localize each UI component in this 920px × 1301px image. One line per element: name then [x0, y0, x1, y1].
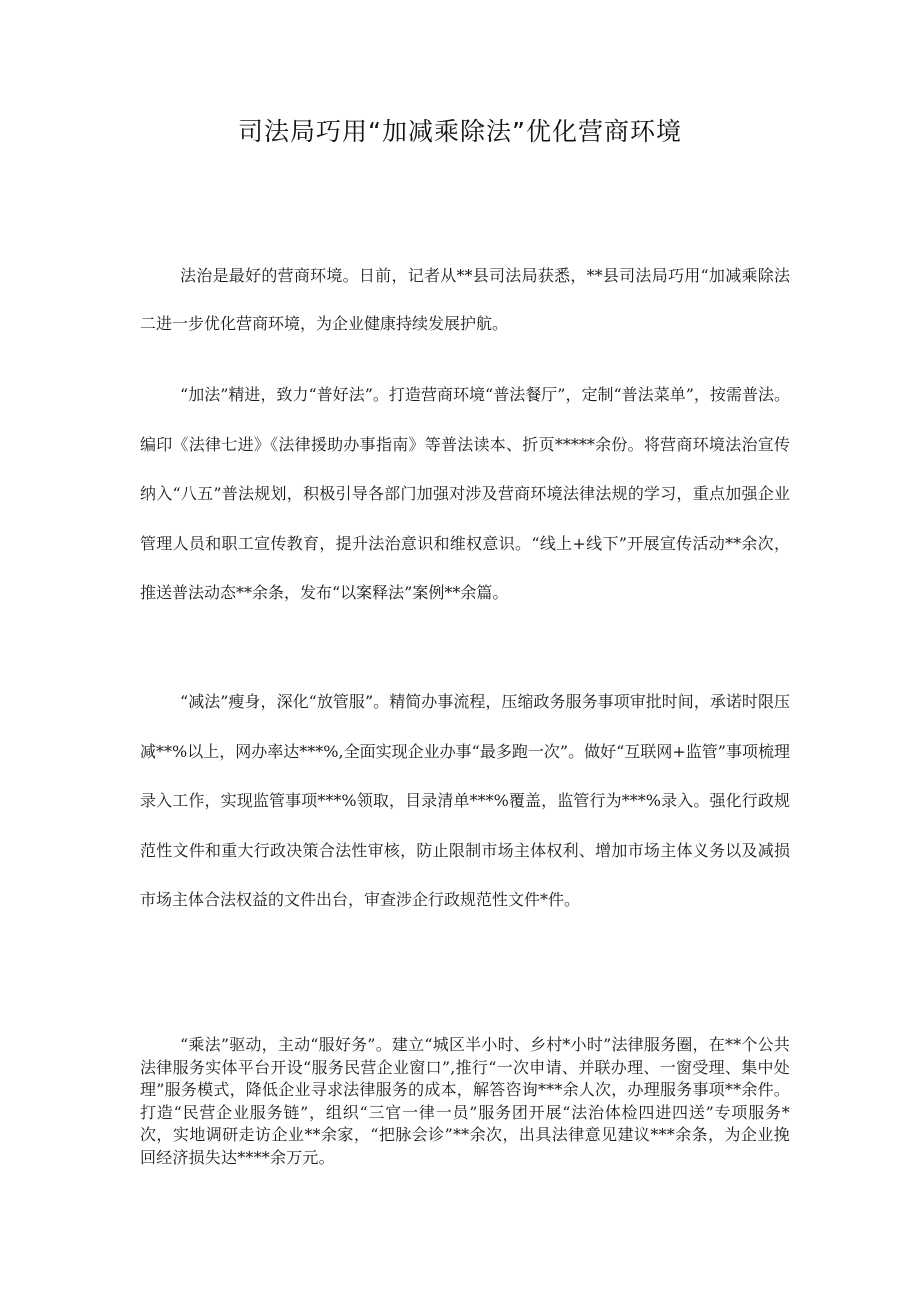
paragraph-intro: 法治是最好的营商环境。日前，记者从**县司法局获悉，**县司法局巧用“加减乘除法二进一步优化营商环境，为企业健康持续发展护航。	[140, 266, 790, 333]
paragraph-addition: “加法”精进，致力“普好法”。打造营商环境“普法餐厅”，定制“普法菜单”，按需普法。编印《法律七进》《法律援助办事指南》等普法读本、折页*****余份。将营商环境法治宣传纳入“八五”普法规划，积极引导各部门加强对涉及营商环境法律法规的学习，重点加强企业管理人员和职工宣传教育，提升法治意识和维权意识。“线上+线下”开展宣传活动**余次，推送普法动态**余条，发布“以案释法”案例**余篇。	[140, 385, 790, 602]
paragraph-subtraction: “减法”瘦身，深化“放管服”。精简办事流程，压缩政务服务事项审批时间，承诺时限压减**%以上，网办率达***%,全面实现企业办事“最多跑一次”。做好“互联网+监管”事项梳理录入工作，实现监管事项***%领取，目录清单***%覆盖，监管行为***%录入。强化行政规范性文件和重大行政决策合法性审核，防止限制市场主体权利、增加市场主体义务以及减损市场主体合法权益的文件出台，审查涉企行政规范性文件*件。	[140, 692, 790, 909]
paragraph-multiplication: “乘法”驱动，主动“服好务”。建立“城区半小时、乡村*小时”法律服务圈，在**个公共法律服务实体平台开设“服务民营企业窗口”,推行“一次申请、并联办理、一窗受理、集中处理”服务模式，降低企业寻求法律服务的成本，解答咨询***余人次，办理服务事项**余件。打造“民营企业服务链”，组织“三官一律一员”服务团开展“法治体检四进四送”专项服务*次，实地调研走访企业**余家，“把脉会诊”**余次，出具法律意见建议***余条，为企业挽回经济损失达****余万元。	[140, 1035, 790, 1167]
document-title: 司法局巧用“加减乘除法”优化营商环境	[238, 117, 682, 146]
